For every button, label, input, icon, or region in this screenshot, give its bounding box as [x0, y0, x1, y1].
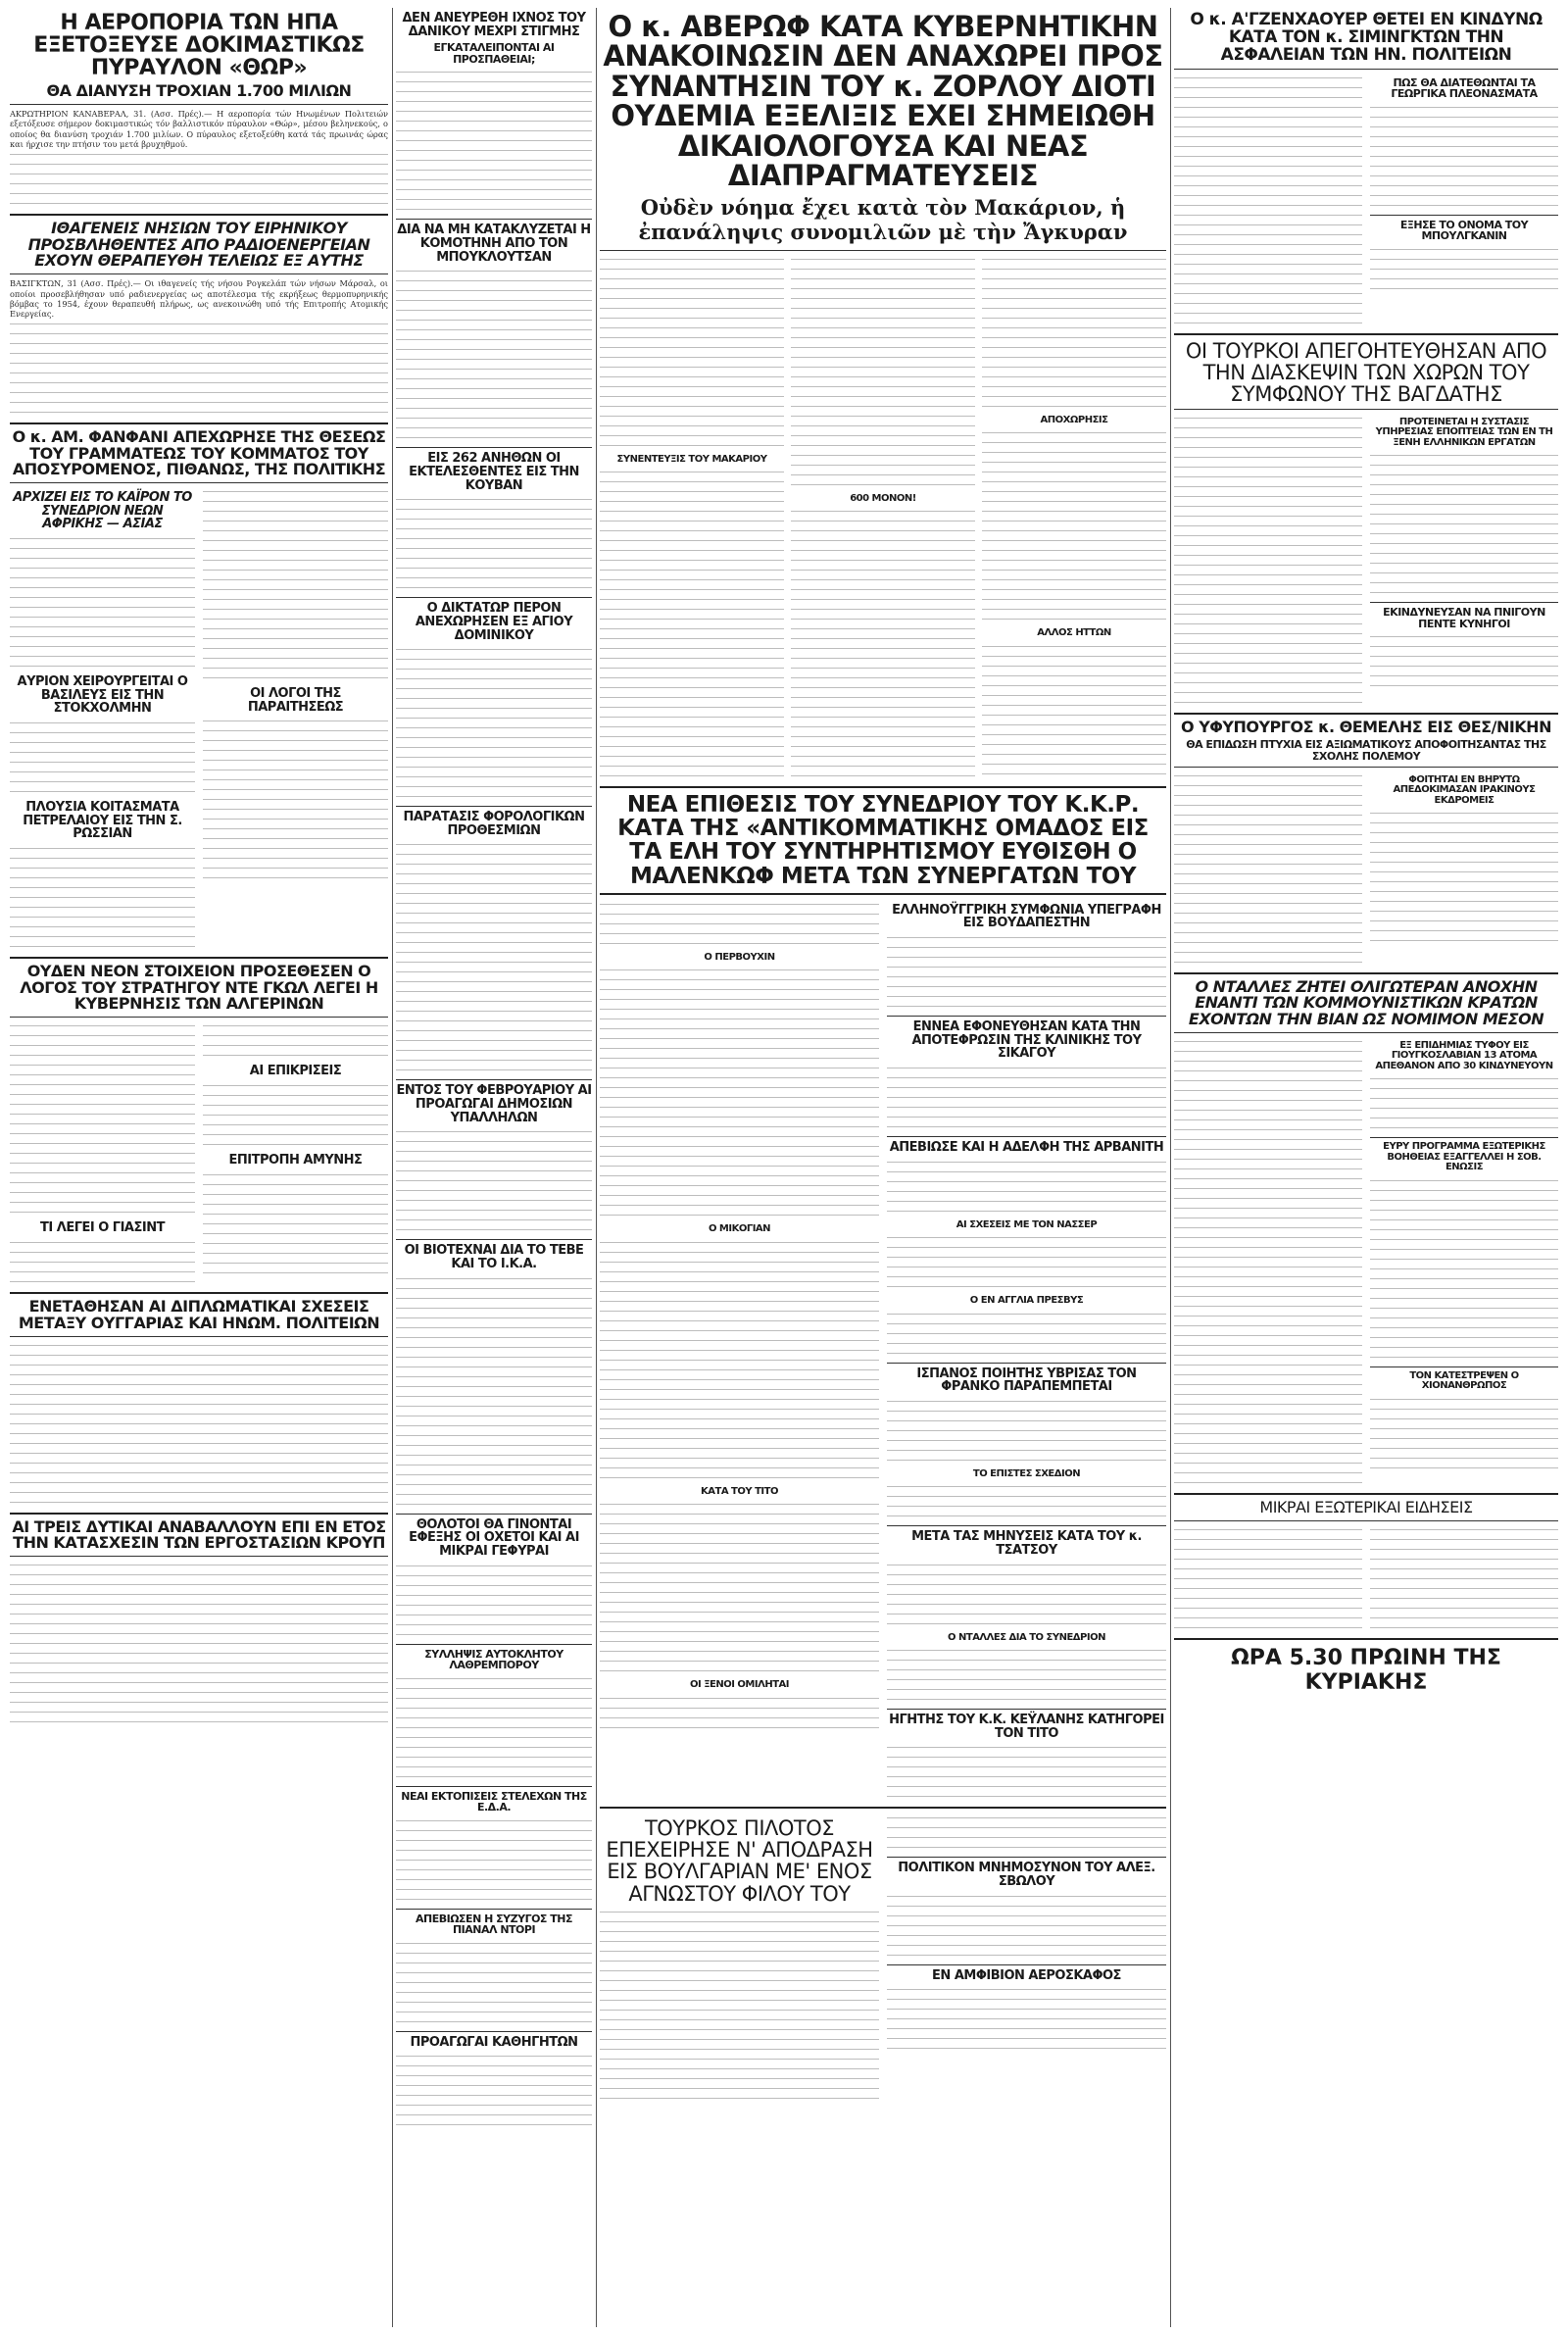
subhead-resignation-reasons: ΟΙ ΛΟΓΟΙ ΤΗΣ ΠΑΡΑΙΤΗΣΕΩΣ: [247, 686, 344, 715]
subhead-five-hunters: ΕΚΙΝΔΥΝΕΥΣΑΝ ΝΑ ΠΝΙΓΟΥΝ ΠΕΝΤΕ ΚΥΝΗΓΟΙ: [1383, 606, 1545, 630]
subhead-thor-trajectory: ΘΑ ΔΙΑΝΥΣΗ ΤΡΟΧΙΑΝ 1.700 ΜΙΛΙΩΝ: [46, 81, 352, 101]
subhead-against-tito: ΚΑΤΑ ΤΟΥ ΤΙΤΟ: [701, 1485, 778, 1497]
subhead-oil-deposits: ΠΛΟΥΣΙΑ ΚΟΙΤΑΣΜΑΤΑ ΠΕΤΡΕΛΑΙΟΥ ΕΙΣ ΤΗΝ Σ. ΡΩΣΣΙΑΝ: [23, 799, 182, 842]
headline-hungary-relations: ΕΝΕΤΑΘΗΣΑΝ ΑΙ ΔΙΠΛΩΜΑΤΙΚΑΙ ΣΧΕΣΕΙΣ ΜΕΤΑΞΥ ΟΥΓΓΑΡΙΑΣ ΚΑΙ ΗΝΩΜ. ΠΟΛΙΤΕΙΩΝ: [18, 1296, 380, 1332]
column-rule: [596, 8, 597, 2327]
subhead-makarios: Οὐδὲν νόημα ἔχει κατὰ τὸν Μακάριον, ἡ ἐπανάληψις συνομιλιῶν μὲ τὴν Ἄγκυραν: [638, 194, 1128, 244]
subhead-nasser-relations: ΑΙ ΣΧΕΣΕΙΣ ΜΕ ΤΟΝ ΝΑΣΣΕΡ: [956, 1218, 1098, 1230]
subhead-600-only: 600 ΜΟΝΟΝ!: [850, 492, 916, 504]
headline-baghdad-pact: ΟΙ ΤΟΥΡΚΟΙ ΑΠΕΓΟΗΤΕΥΘΗΣΑΝ ΑΠΟ ΤΗΝ ΔΙΑΣΚΕΨΙΝ ΤΩΝ ΧΩΡΩΝ ΤΟΥ ΣΥΜΦΩΝΟΥ ΤΗΣ ΒΑΓΔΑΤΗΣ: [1185, 338, 1547, 406]
headline-de-gaulle-speech: ΟΥΔΕΝ ΝΕΟΝ ΣΤΟΙΧΕΙΟΝ ΠΡΟΣΕΘΕΣΕΝ Ο ΛΟΓΟΣ ΤΟΥ ΣΤΡΑΤΗΓΟΥ ΝΤΕ ΓΚΩΛ ΛΕΓΕΙ Η ΚΥΒΕΡΝΗΣΙΣ ΤΩΝ ΑΛΓΕΡΙΝΩΝ: [20, 961, 378, 1014]
headline-komotini-flood: ΔΙΑ ΝΑ ΜΗ ΚΑΤΑΚΛΥΖΕΤΑΙ Η ΚΟΜΟΤΗΝΗ ΑΠΟ ΤΟΝ ΜΠΟΥΚΛΟΥΤΣΑΝ: [397, 223, 591, 265]
subhead-soviet-aid-program: ΕΥΡΥ ΠΡΟΓΡΑΜΜΑ ΕΞΩΤΕΡΙΚΗΣ ΒΟΗΘΕΙΑΣ ΕΞΑΓΓΕΛΛΕΙ Η ΣΟΒ. ΕΝΩΣΙΣ: [1383, 1141, 1545, 1173]
subhead-plan: ΤΟ ΕΠΙΣΤΕΣ ΣΧΕΔΙΟΝ: [972, 1467, 1081, 1479]
subhead-defense-committee: ΕΠΙΤΡΟΠΗ ΑΜΥΝΗΣ: [228, 1152, 363, 1168]
subhead-foreign-speakers: ΟΙ ΞΕΝΟΙ ΟΜΙΛΗΤΑΙ: [690, 1679, 789, 1691]
subhead-efforts-abandoned: ΕΓΚΑΤΑΛΕΙΠΟΝΤΑΙ ΑΙ ΠΡΟΣΠΑΘΕΙΑΙ;: [433, 41, 555, 66]
headline-wife-death: ΑΠΕΒΙΩΣΕΝ Η ΣΥΖΥΓΟΣ ΤΗΣ ΠΙΑΝΑΛ ΝΤΟΡΙ: [415, 1912, 572, 1937]
subhead-beirut-students: ΦΟΙΤΗΤΑΙ ΕΝ ΒΗΡΥΤΩ ΑΠΕΔΟΚΙΜΑΣΑΝ ΙΡΑΚΙΝΟΥΣ ΕΚΔΡΟΜΕΙΣ: [1393, 773, 1536, 806]
headline-averoff-zorlu: Ο κ. ΑΒΕΡΩΦ ΚΑΤΑ ΚΥΒΕΡΝΗΤΙΚΗΝ ΑΝΑΚΟΙΝΩΣΙΝ ΔΕΝ ΑΝΑΧΩΡΕΙ ΠΡΟΣ ΣΥΝΑΝΤΗΣΙΝ ΤΟΥ κ. ΖΟΡΛΟΥ ΔΙΟΤΙ ΟΥΔΕΜΙΑ ΕΞΕΛΙΞΙΣ ΕΧΕΙ ΣΗΜΕΙΩΘΗ ΔΙΚΑΙΟΛΟΓΟΥΣΑ ΚΑΙ ΝΕΑΣ ΔΙΑΠΡΑΓΜΑΤΕΥΣΕΙΣ: [603, 10, 1163, 193]
headline-chicago-clinic: ΕΝΝΕΑ ΕΦΟΝΕΥΘΗΣΑΝ ΚΑΤΑ ΤΗΝ ΑΠΟΤΕΦΡΩΣΙΝ ΤΗΣ ΚΛΙΝΙΚΗΣ ΤΟΥ ΣΙΚΑΓΟΥ: [911, 1018, 1142, 1062]
column-1: [10, 8, 388, 2327]
subhead-agricultural-surplus: ΠΩΣ ΘΑ ΔΙΑΤΕΘΩΝΤΑΙ ΤΑ ΓΕΩΡΓΙΚΑ ΠΛΕΟΝΑΣΜΑΤΑ: [1391, 75, 1538, 101]
subhead-criticisms: ΑΙ ΕΠΙΚΡΙΣΕΙΣ: [249, 1064, 342, 1079]
headline-cuba-executions: ΕΙΣ 262 ΑΝΗΘΩΝ ΟΙ ΕΚΤΕΛΕΣΘΕΝΤΕΣ ΕΙΣ ΤΗΝ ΚΟΥΒΑΝ: [409, 451, 579, 493]
headline-eda-displacements: ΝΕΑΙ ΕΚΤΟΠΙΣΕΙΣ ΣΤΕΛΕΧΩΝ ΤΗΣ Ε.Δ.Α.: [401, 1789, 587, 1814]
headline-themelis-thessaloniki: Ο ΥΦΥΠΟΥΡΓΟΣ κ. ΘΕΜΕΛΗΣ ΕΙΣ ΘΕΣ/ΝΙΚΗΝ: [1181, 717, 1551, 736]
subhead-makarios-interview: ΣΥΝΕΝΤΕΥΞΙΣ ΤΟΥ ΜΑΚΑΡΙΟΥ: [616, 453, 767, 465]
headline-spanish-poet: ΙΣΠΑΝΟΣ ΠΟΙΗΤΗΣ ΥΒΡΙΣΑΣ ΤΟΝ ΦΡΑΝΚΟ ΠΑΡΑΠΕΜΠΕΤΑΙ: [916, 1366, 1137, 1395]
headline-svolos-memorial: ΠΟΛΙΤΙΚΟΝ ΜΝΗΜΟΣΥΝΟΝ ΤΟΥ ΑΛΕΞ. ΣΒΩΛΟΥ: [898, 1861, 1155, 1890]
subhead-another-defeat: ΑΛΛΟΣ ΗΤΤΩΝ: [1037, 627, 1111, 639]
subhead-king-surgery: ΑΥΡΙΟΝ ΧΕΙΡΟΥΡΓΕΙΤΑΙ Ο ΒΑΣΙΛΕΥΣ ΕΙΣ ΤΗΝ ΣΤΟΚΧΟΛΜΗΝ: [17, 674, 188, 717]
subhead-ambassador-england: Ο ΕΝ ΑΓΓΛΙΑ ΠΡΕΣΒΥΣ: [969, 1295, 1084, 1307]
headline-bridges: ΘΟΛΟΤΟΙ ΘΑ ΓΙΝΟΝΤΑΙ ΕΦΕΞΗΣ ΟΙ ΟΧΕΤΟΙ ΚΑΙ ΑΙ ΜΙΚΡΑΙ ΓΕΦΥΡΑΙ: [409, 1516, 579, 1559]
headline-thor-missile: Η ΑΕΡΟΠΟΡΙΑ ΤΩΝ ΗΠΑ ΕΞΕΤΟΞΕΥΣΕ ΔΟΚΙΜΑΣΤΙΚΩΣ ΠΥΡΑΥΛΟΝ «ΘΩΡ»: [33, 11, 365, 81]
headline-arvaniti-sister: ΑΠΕΒΙΩΣΕ ΚΑΙ Η ΑΔΕΛΦΗ ΤΗΣ ΑΡΒΑΝΙΤΗ: [889, 1139, 1164, 1155]
headline-krupp-factories: ΑΙ ΤΡΕΙΣ ΔΥΤΙΚΑΙ ΑΝΑΒΑΛΛΟΥΝ ΕΠΙ ΕΝ ΕΤΟΣ ΤΗΝ ΚΑΤΑΣΧΕΣΙΝ ΤΩΝ ΕΡΓΟΣΤΑΣΙΩΝ ΚΡΟΥΠ: [12, 1516, 386, 1553]
column-2: [396, 8, 592, 2327]
column-rule: [1170, 8, 1171, 2327]
headline-amphibious-aircraft: ΕΝ ΑΜΦΙΒΙΟΝ ΑΕΡΟΣΚΑΦΟΣ: [932, 1967, 1121, 1983]
subhead-greek-workers-abroad: ΠΡΟΤΕΙΝΕΤΑΙ Η ΣΥΣΤΑΣΙΣ ΥΠΗΡΕΣΙΑΣ ΕΠΟΠΤΕΙΑΣ ΤΩΝ ΕΝ ΤΗ ΞΕΝΗ ΕΛΛΗΝΙΚΩΝ ΕΡΓΑΤΩΝ: [1375, 416, 1553, 448]
subhead-bulganin-name: ΕΞΗΣΕ ΤΟ ΟΝΟΜΑ ΤΟΥ ΜΠΟΥΛΓΚΑΝΙΝ: [1399, 218, 1529, 243]
headline-eisenhower-symington: Ο κ. Α'ΓΖΕΝΧΑΟΥΕΡ ΘΕΤΕΙ ΕΝ ΚΙΝΔΥΝΩ ΚΑΤΑ ΤΟΝ κ. ΣΙΜΙΝΓΚΤΩΝ ΤΗΝ ΑΣΦΑΛΕΙΑΝ ΤΩΝ ΗΝ. ΠΟΛΙΤΕΙΩΝ: [1190, 10, 1543, 65]
headline-greek-hungarian-agreement: ΕΛΛΗΝΟΫΓΓΡΙΚΗ ΣΥΜΦΩΝΙΑ ΥΠΕΓΡΑΦΗ ΕΙΣ ΒΟΥΔΑΠΕΣΤΗΝ: [892, 902, 1161, 931]
headline-professor-promotions: ΠΡΟΑΓΩΓΑΙ ΚΑΘΗΓΗΤΩΝ: [410, 2034, 578, 2050]
headline-peron-departure: Ο ΔΙΚΤΑΤΩΡ ΠΕΡΟΝ ΑΝΕΧΩΡΗΣΕΝ ΕΞ ΑΓΙΟΥ ΔΟΜΙΝΙΚΟΥ: [415, 601, 573, 643]
article-pacific-text: ΒΑΣΙΓΚΤΩΝ, 31 (Ασσ. Πρές).— Οι ιθαγενείς τής νήσου Ρογκελάπ τών νήσων Μάρσαλ, οι οποίοι προσεβλήθησαν υπό ραδιενεργείας ως αποτέλεσμα τής εκρήξεως θερμοπυρηνικής βόμβας το 1954, έχουν θεραπευθή πλήρως, ως ανεκοινώθη υπό τής Επιτροπής Ατομικής Ενεργείας.: [10, 278, 388, 320]
subhead-yasin: ΤΙ ΛΕΓΕΙ Ο ΓΙΑΣΙΝΤ: [40, 1220, 165, 1236]
subhead-pervukhin: Ο ΠΕΡΒΟΥΧΙΝ: [704, 951, 775, 963]
headline-dulles-communist-states: Ο ΝΤΑΛΛΕΣ ΖΗΤΕΙ ΟΛΙΓΩΤΕΡΑΝ ΑΝΟΧΗΝ ΕΝΑΝΤΙ ΤΩΝ ΚΟΜΜΟΥΝΙΣΤΙΚΩΝ ΚΡΑΤΩΝ ΕΧΟΝΤΩΝ ΤΗΝ ΒΙΑΝ ΩΣ ΝΟΜΙΜΟΝ ΜΕΣΟΝ: [1188, 976, 1544, 1029]
subhead-typhus-yugoslavia: ΕΞ ΕΠΙΔΗΜΙΑΣ ΤΥΦΟΥ ΕΙΣ ΓΙΟΥΓΚΟΣΛΑΒΙΑΝ 13 ΑΤΟΜΑ ΑΠΕΘΑΝΟΝ ΑΠΟ 30 ΚΙΝΔΥΝΕΥΟΥΝ: [1375, 1039, 1553, 1071]
headline-fanfani: Ο κ. ΑΜ. ΦΑΝΦΑΝΙ ΑΠΕΧΩΡΗΣΕ ΤΗΣ ΘΕΣΕΩΣ ΤΟΥ ΓΡΑΜΜΑΤΕΩΣ ΤΟΥ ΚΟΜΜΑΤΟΣ ΤΟΥ ΑΠΟΣΥΡΟΜΕΝΟΣ, ΠΙΘΑΝΩΣ, ΤΗΣ ΠΟΛΙΤΙΚΗΣ: [12, 426, 386, 479]
headline-tax-deadlines: ΠΑΡΑΤΑΣΙΣ ΦΟΡΟΛΟΓΙΚΩΝ ΠΡΟΘΕΣΜΙΩΝ: [403, 810, 585, 838]
headline-tsatsos-lawsuits: ΜΕΤΑ ΤΑΣ ΜΗΝΥΣΕΙΣ ΚΑΤΑ ΤΟΥ κ. ΤΣΑΤΣΟΥ: [911, 1529, 1142, 1558]
subhead-snowman: ΤΟΝ ΚΑΤΕΣΤΡΕΨΕΝ Ο ΧΙΟΝΑΝΘΡΩΠΟΣ: [1409, 1369, 1519, 1392]
column-3: [600, 8, 1166, 2327]
subhead-dulles-congress: Ο ΝΤΑΛΛΕΣ ΔΙΑ ΤΟ ΣΥΝΕΔΡΙΟΝ: [948, 1631, 1105, 1643]
subhead-withdrawal: ΑΠΟΧΩΡΗΣΙΣ: [1040, 414, 1108, 425]
headline-smuggler-arrest: ΣΥΛΛΗΨΙΣ ΑΥΤΟΚΛΗΤΟΥ ΛΑΘΡΕΜΠΟΡΟΥ: [424, 1647, 564, 1672]
subhead-cairo-congress: ΑΡΧΙΖΕΙ ΕΙΣ ΤΟ ΚΑΪΡΟΝ ΤΟ ΣΥΝΕΔΡΙΟΝ ΝΕΩΝ ΑΦΡΙΚΗΣ — ΑΣΙΑΣ: [13, 490, 192, 532]
article-thor-text: ΑΚΡΩΤΗΡΙΟΝ ΚΑΝΑΒΕΡΑΛ, 31. (Ασσ. Πρές).— Η αεροπορία τών Ηνωμένων Πολιτειών εξετόξευσε σήμερον δοκιμαστικώς τόν βαλλιστικόν πύραυλον «Θώρ», μέσου βεληνεκούς, ο οποίος θα διανύση τροχιάν 1.700 μιλίων. Ο πύραυλος εξετοξεύθη κατά τάς πρωινάς ώρας και ήρχισε την πτήσιν του μετά βρυχηθμού.: [10, 109, 388, 150]
headline-pacific-islanders: ΙΘΑΓΕΝΕΙΣ ΝΗΣΙΩΝ ΤΟΥ ΕΙΡΗΝΙΚΟΥ ΠΡΟΣΒΛΗΘΕΝΤΕΣ ΑΠΟ ΡΑΔΙΟΕΝΕΡΓΕΙΑΝ ΕΧΟΥΝ ΘΕΡΑΠΕΥΘΗ ΤΕΛΕΙΩΣ ΕΞ ΑΥΤΗΣ: [27, 218, 370, 271]
subhead-war-school-diplomas: ΘΑ ΕΠΙΔΩΣΗ ΠΤΥΧΙΑ ΕΙΣ ΑΞΙΩΜΑΤΙΚΟΥΣ ΑΠΟΦΟΙΤΗΣΑΝΤΑΣ ΤΗΣ ΣΧΟΛΗΣ ΠΟΛΕΜΟΥ: [1186, 738, 1546, 764]
headline-small-foreign-news: ΜΙΚΡΑΙ ΕΞΩΤΕΡΙΚΑΙ ΕΙΔΗΣΕΙΣ: [1259, 1497, 1473, 1516]
column-rule: [392, 8, 393, 2327]
headline-civil-servants: ΕΝΤΟΣ ΤΟΥ ΦΕΒΡΟΥΑΡΙΟΥ ΑΙ ΠΡΟΑΓΩΓΑΙ ΔΗΜΟΣΙΩΝ ΥΠΑΛΛΗΛΩΝ: [396, 1083, 592, 1125]
headline-danish-ship: ΔΕΝ ΑΝΕΥΡΕΘΗ ΙΧΝΟΣ ΤΟΥ ΔΑΝΙΚΟΥ ΜΕΧΡΙ ΣΤΙΓΜΗΣ: [402, 11, 586, 39]
headline-turkish-pilot: ΤΟΥΡΚΟΣ ΠΙΛΟΤΟΣ ΕΠΕΧΕΙΡΗΣΕ Ν' ΑΠΟΔΡΑΣΗ ΕΙΣ ΒΟΥΛΓΑΡΙΑΝ ΜΕ' ΕΝΟΣ ΑΓΝΩΣΤΟΥ ΦΙΛΟΥ ΤΟΥ: [606, 1816, 873, 1906]
footer-time-stamp: ΩΡΑ 5.30 ΠΡΩΙΝΗ ΤΗΣ ΚΥΡΙΑΚΗΣ: [1231, 1645, 1501, 1695]
column-4: [1174, 8, 1558, 2327]
subhead-mikoyan: Ο ΜΙΚΟΓΙΑΝ: [708, 1223, 771, 1235]
headline-malenkov: ΝΕΑ ΕΠΙΘΕΣΙΣ ΤΟΥ ΣΥΝΕΔΡΙΟΥ ΤΟΥ Κ.Κ.Ρ. ΚΑΤΑ ΤΗΣ «ΑΝΤΙΚΟΜΜΑΤΙΚΗΣ ΟΜΑΔΟΣ ΕΙΣ ΤΑ ΕΛΗ ΤΟΥ ΣΥΝΤΗΡΗΤΙΣΜΟΥ ΕΥΘΙΣΘΗ Ο ΜΑΛΕΝΚΩΦ ΜΕΤΑ ΤΩΝ ΣΥΝΕΡΓΑΤΩΝ ΤΟΥ: [617, 792, 1149, 889]
headline-craftsmen-tebe: ΟΙ ΒΙΟΤΕΧΝΑΙ ΔΙΑ ΤΟ ΤΕΒΕ ΚΑΙ ΤΟ Ι.Κ.Α.: [404, 1243, 584, 1271]
headline-ceylon-communist: ΗΓΗΤΗΣ ΤΟΥ Κ.Κ. ΚΕΫΛΑΝΗΣ ΚΑΤΗΓΟΡΕΙ ΤΟΝ ΤΙΤΟ: [889, 1713, 1164, 1741]
